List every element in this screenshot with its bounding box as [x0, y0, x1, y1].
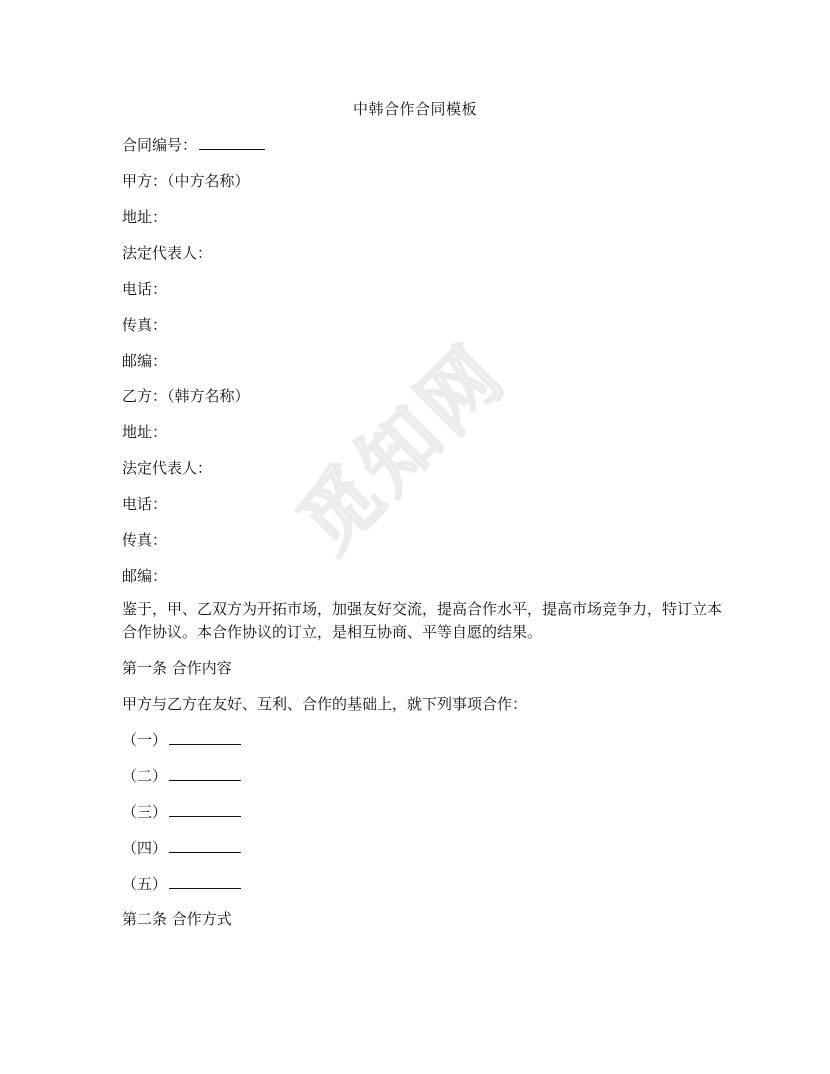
list-item-blank [169, 802, 241, 817]
party-a-address: 地址： [122, 208, 168, 226]
party-b-label: 乙方：（韩方名称） [122, 387, 250, 405]
list-item-number: （四） [122, 839, 168, 857]
list-item-blank [169, 874, 241, 889]
list-item-number: （三） [122, 803, 168, 821]
party-a-fax: 传真： [122, 316, 168, 334]
article-1-intro: 甲方与乙方在友好、互利、合作的基础上，就下列事项合作： [122, 695, 528, 713]
party-b-phone: 电话： [122, 495, 168, 513]
document-title: 中韩合作合同模板 [352, 100, 477, 118]
list-item [122, 837, 241, 858]
list-item [122, 873, 241, 894]
contract-number-label: 合同编号： [122, 136, 198, 154]
party-b-postcode: 邮编： [122, 567, 168, 585]
list-item-blank [169, 838, 241, 853]
list-item [122, 801, 241, 822]
list-item-blank [169, 766, 241, 781]
list-item-number: （一） [122, 731, 168, 749]
party-b-fax: 传真： [122, 531, 168, 549]
party-a-legal-rep: 法定代表人： [122, 244, 213, 262]
contract-number-line [122, 134, 265, 155]
party-a-phone: 电话： [122, 280, 168, 298]
article-1-title: 第一条 合作内容 [122, 659, 232, 677]
article-2-title: 第二条 合作方式 [122, 910, 232, 928]
party-a-postcode: 邮编： [122, 352, 168, 370]
list-item-number: （五） [122, 875, 168, 893]
list-item-blank [169, 730, 241, 745]
list-item [122, 729, 241, 750]
list-item-number: （二） [122, 767, 168, 785]
preamble-paragraph: 鉴于，甲、乙双方为开拓市场，加强友好交流，提高合作水平，提高市场竞争力，特订立本合作协议。本合作协议的订立，是相互协商、平等自愿的结果。 [122, 600, 723, 641]
list-item [122, 765, 241, 786]
party-b-address: 地址： [122, 423, 168, 441]
watermark: 觅知网 [282, 328, 524, 570]
contract-number-blank [199, 135, 265, 150]
party-b-legal-rep: 法定代表人： [122, 459, 213, 477]
party-a-label: 甲方：（中方名称） [122, 172, 250, 190]
